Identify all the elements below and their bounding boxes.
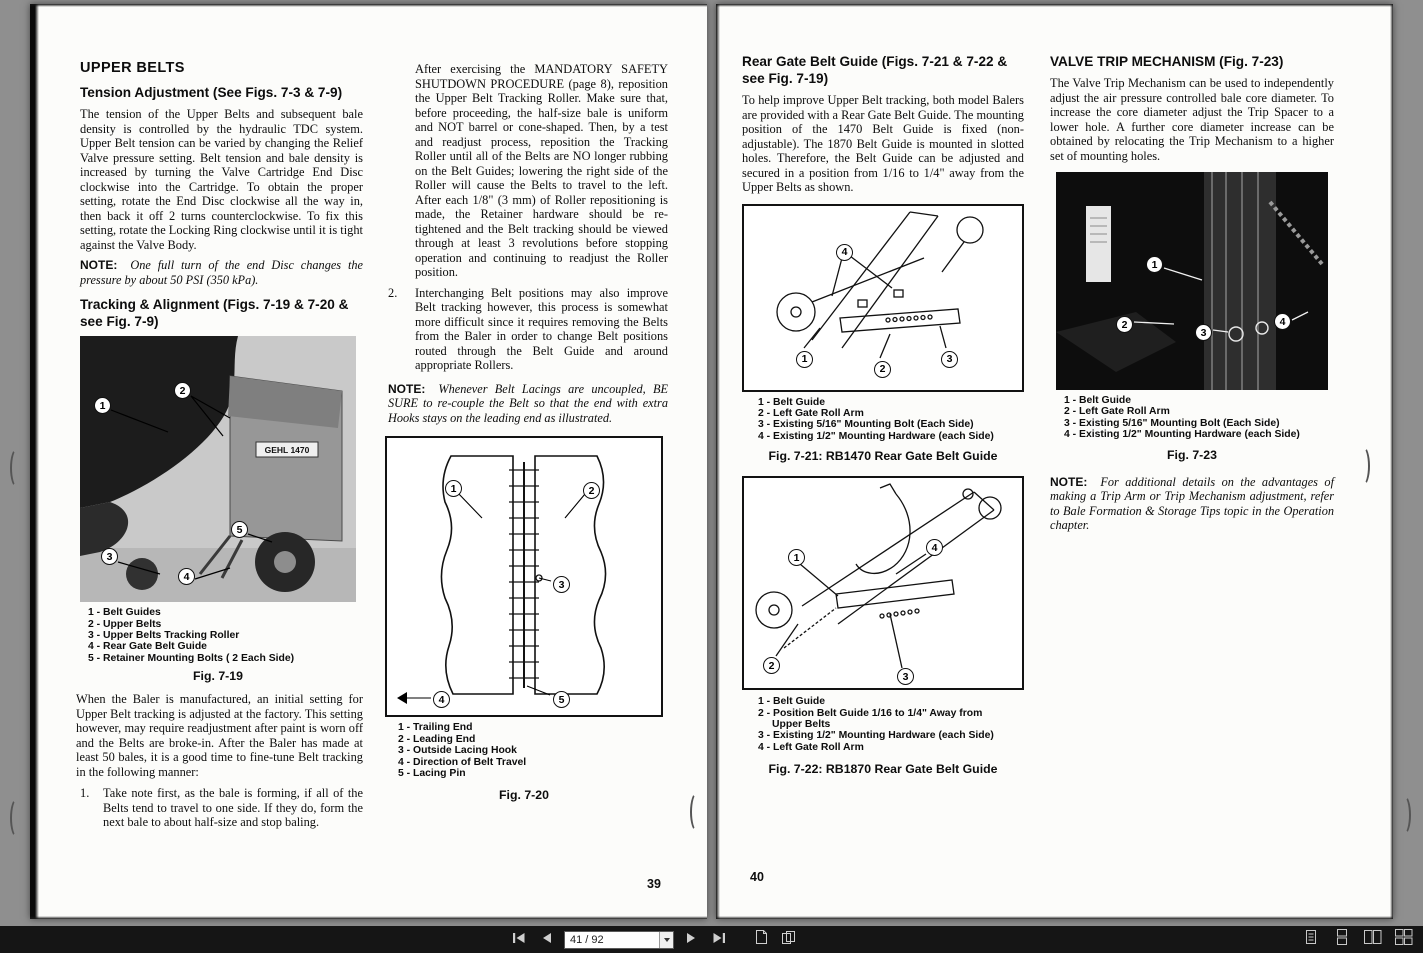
section-heading-tension: Tension Adjustment (See Figs. 7-3 & 7-9): [80, 85, 343, 100]
document-view-button[interactable]: [750, 929, 772, 951]
note-1: [80, 258, 363, 287]
legend-line: 4 - Direction of Belt Travel: [398, 756, 527, 768]
scan-artifact: [1356, 446, 1370, 486]
scan-edge: [30, 916, 707, 919]
note-text: One full turn of the end Disc changes the pressure by about 50 PSI (350 kPa).: [80, 258, 363, 287]
note-label: NOTE:: [1050, 474, 1088, 489]
legend-line: 2 - Left Gate Roll Arm: [1064, 406, 1170, 418]
figure-7-21-diagram: [742, 204, 1024, 392]
list-item-2: [388, 286, 668, 373]
scan-edge: [1390, 4, 1393, 919]
valve-trip-body: The Valve Trip Mechanism can be used to independently adjust the air pressure controlled bale core diameter. To increase the core diameter adjust the Trip Spacer to a lower hole. A further core diameter increase can be obtained by relocating the Trip Mechanism to a higher set of mounting holes.: [1050, 76, 1334, 163]
figure-7-21-caption: Fig. 7-21: RB1470 Rear Gate Belt Guide: [768, 449, 998, 464]
scan-edge: [716, 4, 1393, 7]
legend-line: 2 - Leading End: [398, 733, 476, 745]
callout-4: 4: [926, 539, 943, 556]
rb1870-gate-art: [744, 478, 1022, 688]
legend-line: 4 - Left Gate Roll Arm: [758, 741, 864, 753]
callout-1: 1: [445, 480, 462, 497]
baler-photo-art: [80, 336, 356, 602]
first-page-button[interactable]: [508, 929, 530, 951]
section-heading-valve-trip: VALVE TRIP MECHANISM (Fig. 7-23): [1050, 54, 1284, 69]
callout-4: 4: [433, 691, 450, 708]
facing-pages-icon: [781, 930, 797, 950]
callout-4: 4: [836, 244, 853, 261]
continuous-view-icon: [1335, 929, 1349, 950]
section-heading-rear-gate: Rear Gate Belt Guide (Figs. 7-21 & 7-22 & see Fig. 7-19): [742, 54, 1008, 86]
legend-line: 3 - Existing 5/16" Mounting Bolt (Each Side): [1064, 417, 1280, 429]
figure-7-19-photo: [80, 336, 356, 602]
figure-7-20-caption: Fig. 7-20: [499, 788, 549, 803]
callout-1: 1: [1146, 256, 1163, 273]
page-number-combo: [564, 931, 674, 949]
two-page-continuous-view-button[interactable]: [1393, 929, 1415, 951]
scan-artifact: [10, 448, 24, 488]
legend-line: 4 - Existing 1/2" Mounting Hardware (each Side): [1064, 429, 1300, 441]
callout-3: 3: [941, 351, 958, 368]
legend-line: 3 - Existing 1/2" Mounting Hardware (each Side): [758, 730, 994, 742]
legend-line: 3 - Existing 5/16" Mounting Bolt (Each Side): [758, 419, 974, 431]
callout-4: 4: [1274, 313, 1291, 330]
callout-1: 1: [788, 549, 805, 566]
callout-1: 1: [94, 397, 111, 414]
page39-column-2: [388, 62, 668, 802]
legend-line: 1 - Belt Guide: [758, 396, 825, 408]
previous-page-button[interactable]: [536, 929, 558, 951]
figure-7-20-diagram: [385, 436, 663, 717]
note-2: [388, 382, 668, 426]
page-layout-group: [1300, 926, 1415, 953]
list-number: 1.: [80, 786, 90, 801]
column2-body: After exercising the MANDATORY SAFETY SHUTDOWN PROCEDURE (page 8), reposition the Upper Belt Tracking Roller. Make sure that, before proceeding, the half-size bale is uniform and NOT barrel or cone-shaped. Then, by a test and readjust process, reposition the Tracking Roller until all of the Belts are NO longer rubbing on the Belt Guides; lowering the right side of the Roller will cause the Belts to travel to the left. After each 1/8" (3 mm) of Roller repositioning is made, the Retainer hardware should be re-tightened and the Belt tracking should be viewed through at least 3 revolutions before stopping operation and continuing to readjust the Roller position.: [415, 62, 668, 279]
callout-3: 3: [101, 548, 118, 565]
viewer-toolbar: [0, 926, 1423, 953]
legend-line: 5 - Lacing Pin: [398, 767, 466, 779]
callout-3: 3: [897, 668, 914, 685]
callout-3: 3: [1195, 324, 1212, 341]
legend-line: 2 - Upper Belts: [88, 618, 162, 630]
last-page-button[interactable]: [708, 929, 730, 951]
figure-7-23-caption: Fig. 7-23: [1167, 447, 1217, 462]
page-title: UPPER BELTS: [80, 60, 185, 76]
figure-7-20-legend: [398, 722, 648, 779]
figure-7-19-legend: [88, 607, 348, 664]
page-number-39: 39: [647, 877, 661, 891]
page-number-40: 40: [750, 870, 764, 884]
callout-2: 2: [583, 482, 600, 499]
list-item-2-text: Interchanging Belt positions may also improve Belt tracking however, this process is somewhat more difficult since it requires removing the Belts from the Baler in order to change Belt positions routed through the Belt Guide and around appropriate Rollers.: [415, 285, 668, 372]
legend-line: 1 - Belt Guides: [88, 607, 161, 619]
legend-line: 5 - Retainer Mounting Bolts ( 2 Each Side): [88, 652, 295, 664]
callout-1: 1: [796, 351, 813, 368]
legend-line: 2 - Left Gate Roll Arm: [758, 407, 864, 419]
scan-artifact: [10, 798, 24, 838]
callout-2: 2: [1116, 316, 1133, 333]
callout-4: 4: [178, 568, 195, 585]
figure-7-22-legend: [758, 696, 998, 753]
figure-7-21-legend: [758, 397, 1008, 443]
note-valve-trip: [1050, 475, 1334, 533]
legend-line: 4 - Existing 1/2" Mounting Hardware (each Side): [758, 430, 994, 442]
callout-5: 5: [231, 521, 248, 538]
manual-page-40: [716, 4, 1393, 919]
legend-line: 3 - Upper Belts Tracking Roller: [88, 630, 240, 641]
next-page-icon: [685, 931, 697, 949]
belt-lacing-art: [387, 438, 661, 715]
last-page-icon: [712, 931, 726, 949]
previous-page-icon: [541, 931, 553, 949]
page-navigation-group: [508, 926, 800, 953]
legend-line: 4 - Rear Gate Belt Guide: [88, 641, 207, 653]
list-number: 2.: [388, 285, 398, 300]
section-heading-tracking: Tracking & Alignment (Figs. 7-19 & 7-20 & see Fig. 7-9): [80, 297, 349, 330]
page39-column-1: [76, 60, 363, 830]
scan-edge: [30, 4, 707, 7]
note-label: NOTE:: [388, 381, 426, 396]
list-item-1-text: Take note first, as the bale is forming, if all of the Belts tend to travel to one side. If they do, form the next bale to about half-size and stop baling.: [103, 786, 363, 830]
legend-line: 1 - Trailing End: [398, 722, 473, 734]
next-page-button[interactable]: [680, 929, 702, 951]
callout-5: 5: [553, 691, 570, 708]
facing-pages-button[interactable]: [778, 929, 800, 951]
legend-line: 3 - Outside Lacing Hook: [398, 745, 517, 757]
page40-column-1: [742, 53, 1024, 776]
figure-7-22-diagram: [742, 476, 1024, 690]
scan-edge: [716, 916, 1393, 919]
tension-body: The tension of the Upper Belts and subsequent bale density is controlled by the hydraulic TDC system. Upper Belt tension can be varied by changing the Relief Valve pressure setting. Belt tension and bale density is increased by turning the Valve Cartridge End Disc clockwise into the Cartridge. To obtain the proper setting, rotate the End Disc clockwise all the way in, then back it off 2 turns counterclockwise. To fix this setting, rotate the Locking Ring clockwise until it is tight against the Valve Body.: [80, 107, 363, 252]
figure-7-23-photo: [1056, 172, 1328, 390]
scan-artifact: [1397, 795, 1411, 835]
single-page-view-button[interactable]: [1300, 929, 1322, 951]
two-page-view-icon: [1364, 929, 1382, 950]
callout-2: 2: [174, 382, 191, 399]
page-list-dropdown-icon[interactable]: [659, 932, 673, 948]
continuous-view-button[interactable]: [1331, 929, 1353, 951]
document-view-icon: [754, 929, 769, 950]
figure-7-19-caption: Fig. 7-19: [193, 669, 243, 684]
scan-artifact: [690, 792, 704, 832]
callout-3: 3: [553, 576, 570, 593]
first-page-icon: [512, 931, 526, 949]
manual-page-39: [30, 4, 707, 919]
callout-2: 2: [874, 361, 891, 378]
legend-line: 1 - Belt Guide: [758, 696, 825, 708]
page40-column-2: [1050, 53, 1334, 533]
machine-model-label: GEHL 1470: [264, 445, 310, 456]
single-page-view-icon: [1304, 929, 1318, 950]
tracking-body: When the Baler is manufactured, an initial setting for Upper Belt tracking is adjusted at the factory. This setting however, may require readjustment after paint is worn off and the Belts are broke-in. After the Baler has made at least 50 bales, it is a good time to fine-tune Belt tracking in the following manner:: [76, 692, 363, 779]
rear-gate-body: To help improve Upper Belt tracking, both model Balers are provided with a Rear Gate Belt Guide. The mounting position of the 1470 Belt Guide is fixed (non-adjustable). The 1870 Belt Guide is mounted in slotted holes. Therefore, the Belt Guide can be adjusted and secured in a position from 1/16 to 1/4" away from the Upper Belts as shown.: [742, 93, 1024, 194]
legend-line: 1 - Belt Guide: [1064, 395, 1131, 406]
figure-7-22-caption: Fig. 7-22: RB1870 Rear Gate Belt Guide: [768, 762, 998, 777]
list-item-1: [80, 786, 363, 830]
note-text: Whenever Belt Lacings are uncoupled, BE SURE to re-couple the Belt so that the end with extra Hooks stays on the leading end as illustrated.: [388, 381, 668, 425]
two-page-continuous-view-icon: [1395, 929, 1413, 950]
note-label: NOTE:: [80, 258, 118, 272]
note-text: For additional details on the advantages of making a Trip Arm or Trip Mechanism adjustment, refer to Bale Formation & Storage Tips topic in the Operation chapter.: [1050, 474, 1334, 533]
legend-line: 2 - Position Belt Guide 1/16 to 1/4" Away from Upper Belts: [758, 707, 983, 730]
valve-trip-photo-art: [1056, 172, 1328, 390]
figure-7-23-legend: [1064, 395, 1320, 441]
callout-2: 2: [763, 657, 780, 674]
two-page-view-button[interactable]: [1362, 929, 1384, 951]
page-number-input[interactable]: [565, 932, 659, 948]
